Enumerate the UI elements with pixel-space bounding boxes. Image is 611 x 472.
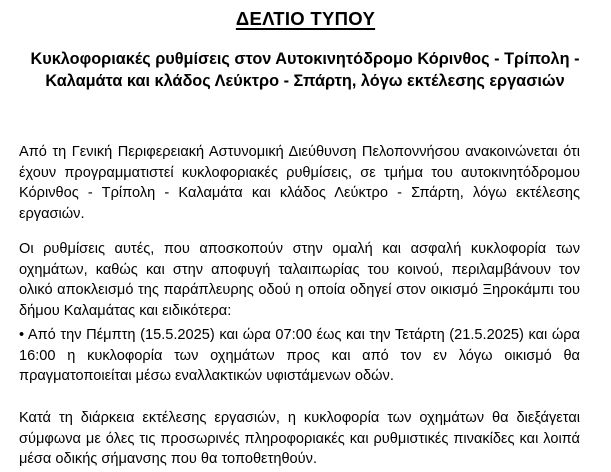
paragraph-signage: Κατά τη διάρκεια εκτέλεσης εργασιών, η κυκλοφορία των οχημάτων θα διεξάγεται σύμφωνα με όλες τις προσωρινές πληροφοριακές και ρυθμιστικές πινακίδες και λοιπά μέσα οδικής σήμανσης που θα τοποθετηθούν.	[19, 410, 580, 468]
press-release-subject: Κυκλοφοριακές ρυθμίσεις στον Αυτοκινητόδρομο Κόρινθος - Τρίπολη - Καλαμάτα και κλάδος Λεύκτρο - Σπάρτη, λόγω εκτέλεσης εργασιών	[30, 50, 580, 90]
document-title	[0, 8, 611, 30]
document-title-text: ΔΕΛΤΙΟ ΤΥΠΟΥ	[235, 8, 376, 29]
paragraph-measures: Οι ρυθμίσεις αυτές, που αποσκοπούν στην ομαλή και ασφαλή κυκλοφορία των οχημάτων, καθώς και στην αποφυγή ταλαιπωρίας του κοινού, περιλαμβάνουν τον ολικό αποκλεισμό της παράπλευρης οδού η οποία οδηγεί στον οικισμό Ξηροκάμπι του δήμου Καλαμάτας και ειδικότερα:	[19, 241, 580, 319]
paragraph-announcement: Από τη Γενική Περιφερειακή Αστυνομική Διεύθυνση Πελοποννήσου ανακοινώνεται ότι έχουν προγραμματιστεί κυκλοφοριακές ρυθμίσεις, σε τμήμα του αυτοκινητόδρομου Κόρινθος - Τρίπολη - Καλαμάτα και κλάδος Λεύκτρο - Σπάρτη, λόγω εκτέλεσης εργασιών.	[19, 144, 580, 222]
paragraph-schedule-bullet: • Από την Πέμπτη (15.5.2025) και ώρα 07:00 έως και την Τετάρτη (21.5.2025) και ώρα 16:00 η κυκλοφορία των οχημάτων προς και από τον εν λόγω οικισμό θα πραγματοποιείται μέσω εναλλακτικών υφιστάμενων οδών.	[19, 327, 580, 385]
